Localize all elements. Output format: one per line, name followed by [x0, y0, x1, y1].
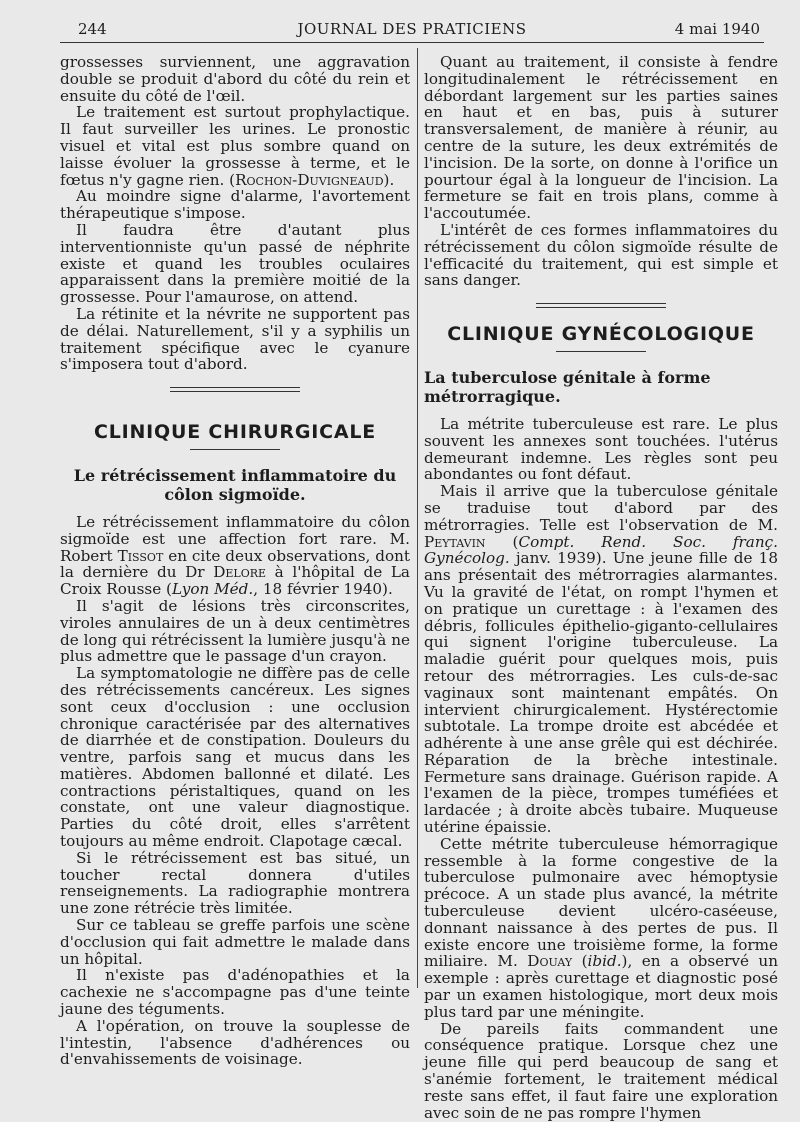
paragraph: Il n'existe pas d'adénopathies et la cachexie ne s'accompagne pas d'une teinte jaune des téguments.: [60, 966, 410, 1019]
paragraph: Si le rétrécissement est bas situé, un toucher rectal donnera d'utiles renseignements. La radiographie montrera une zone rétrécie très limitée.: [60, 848, 410, 918]
paragraph: A l'opération, on trouve la souplesse de l'intestin, l'absence d'adhérences ou d'envahissements de voisinage.: [60, 1016, 410, 1069]
heading-rule: [556, 351, 646, 352]
paragraph: De pareils faits commandent une conséquence pratique. Lorsque chez une jeune fille qui perd beaucoup de sang et s'anémie fortement, le traitement médical reste sans effet, il faut faire une exploration avec soin de ne pas rompre l'hymen: [424, 1019, 778, 1122]
section-divider: [536, 303, 666, 308]
paragraph: Sur ce tableau se greffe parfois une scène d'occlusion qui fait admettre le malade dans un hôpital.: [60, 916, 410, 968]
paragraph: La rétinite et la névrite ne supportent pas de délai. Naturellement, s'il y a syphilis un traitement spécifique avec le cyanure s'imposera tout d'abord.: [60, 304, 410, 374]
heading-rule: [190, 449, 280, 450]
paragraph: Cette métrite tuberculeuse hémorragique ressemble à la forme congestive de la tuberculose pulmonaire avec hémoptysie précoce. A un stade plus avancé, la métrite tuberculeuse devient ulcéro-caséeuse, donnant naissance à des pertes de pus. Il existe encore une troisième forme, la forme miliaire. M. Douay (ibid.), en a observé un exemple : après curettage et diagnostic posé par un examen histologique, mort deux mois plus tard par une méningite.: [424, 834, 778, 1021]
paragraph: Il faudra être d'autant plus interventionniste qu'un passé de néphrite existe et quand les troubles oculaires apparaissent dans la première moitié de la grossesse. Pour l'amaurose, on attend.: [60, 220, 410, 307]
paragraph: Quant au traitement, il consiste à fendre longitudinalement le rétrécissement en débordant largement sur les parties saines en haut et en bas, puis à suturer transversalement, de manière à réunir, au centre de la suture, les deux extrémités de l'incision. De la sorte, on donne à l'orifice un pourtour égal à la longueur de l'incision. La fermeture se fait en trois plans, comme à l'accoutumée.: [424, 53, 778, 223]
author-name: Tissot: [117, 546, 164, 565]
author-name: Douay: [527, 952, 573, 971]
paragraph: La métrite tuberculeuse est rare. Le plus souvent les annexes sont touchées. l'utérus demeurant indemne. Les règles sont peu abondantes ou font défaut.: [424, 414, 778, 484]
paragraph: Il s'agit de lésions très circonscrites, viroles annulaires de un à deux centimètres de long qui rétrécissent la lumière jusqu'à ne plus admettre que le passage d'un crayon.: [60, 596, 410, 666]
paragraph: Au moindre signe d'alarme, l'avortement thérapeutique s'impose.: [60, 187, 410, 223]
author-name: Peytavin: [424, 532, 486, 551]
section-divider: [170, 387, 300, 392]
journal-reference: Compt. Rend. Soc. franç. Gynécolog.: [424, 532, 778, 568]
article-title: La tuberculose génitale à forme métrorragique.: [424, 367, 711, 406]
right-column: [424, 53, 778, 1122]
section-heading-gynecologique: CLINIQUE GYNÉCOLOGIQUE: [447, 323, 755, 346]
running-header: [60, 18, 764, 43]
column-divider: [417, 48, 418, 988]
paragraph: Le traitement est surtout prophylactique. Il faut surveiller les urines. Le pronostic visuel et vital est plus sombre quand on laisse évoluer la grossesse à terme, et le fœtus n'y gagne rien. (Rochon-Duvigneaud).: [60, 103, 410, 189]
author-name: Delore: [213, 563, 267, 582]
section-heading-chirurgicale: CLINIQUE CHIRURGICALE: [93, 421, 377, 444]
author-name: Rochon-Duvigneaud: [235, 170, 384, 189]
paragraph: La symptomatologie ne diffère pas de celle des rétrécissements cancéreux. Les signes sont ceux d'occlusion : une occlusion chronique caractérisée par des alternatives de diarrhée et de constipation. Douleurs du ventre, parfois sang et mucus dans les matières. Abdomen ballonné et dilaté. Les contractions péristaltiques, quand on les constate, ont une valeur diagnostique. Parties du côté droit, elles s'arrêtent toujours au même endroit. Clapotage cæcal.: [60, 664, 410, 851]
page-number: 244: [78, 20, 107, 38]
issue-date: 4 mai 1940: [674, 20, 760, 38]
paragraph: grossesses surviennent, une aggravation double se produit d'abord du côté du rein et ensuite du côté de l'œil.: [60, 53, 410, 105]
journal-reference: Lyon Méd.: [171, 580, 254, 599]
journal-reference: ibid.: [587, 952, 622, 971]
paragraph: Le rétrécissement inflammatoire du côlon sigmoïde est une affection fort rare. M. Robert Tissot en cite deux observations, dont la dernière du Dr Delore à l'hôpital de La Croix Rousse (Lyon Méd., 18 février 1940).: [60, 512, 410, 599]
article-title: Le rétrécissement inflammatoire du côlon sigmoïde.: [73, 465, 397, 504]
left-column: [60, 53, 410, 1069]
paragraph: L'intérêt de ces formes inflammatoires du rétrécissement du côlon sigmoïde résulte de l'efficacité du traitement, qui est simple et sans danger.: [424, 220, 778, 290]
paragraph: Mais il arrive que la tuberculose génitale se traduise tout d'abord par des métrorragies. Telle est l'observation de M. Peytavin (Compt. Rend. Soc. franç. Gynécolog. janv. 1939). Une jeune fille de 18 ans présentait des métrorragies alarmantes. Vu la gravité de l'état, on rompt l'hymen et on pratique un curettage : à l'examen des débris, follicules épithelio-giganto-cellulaires qui signent l'origine tuberculeuse. La maladie guérit pour quelques mois, puis retour des métrorragies. Les culs-de-sac vaginaux sont maintenant empâtés. On intervient chirurgicalement. Hystérectomie subtotale. La trompe droite est abcédée et adhérente à une anse grêle qui est déchirée. Réparation de la brèche intestinale. Fermeture sans drainage. Guérison rapide. A l'examen de la pièce, trompes tuméfiées et lardacée ; à droite abcès tubaire. Muqueuse utérine épaissie.: [424, 482, 778, 837]
journal-title: JOURNAL DES PRATICIENS: [297, 20, 527, 38]
